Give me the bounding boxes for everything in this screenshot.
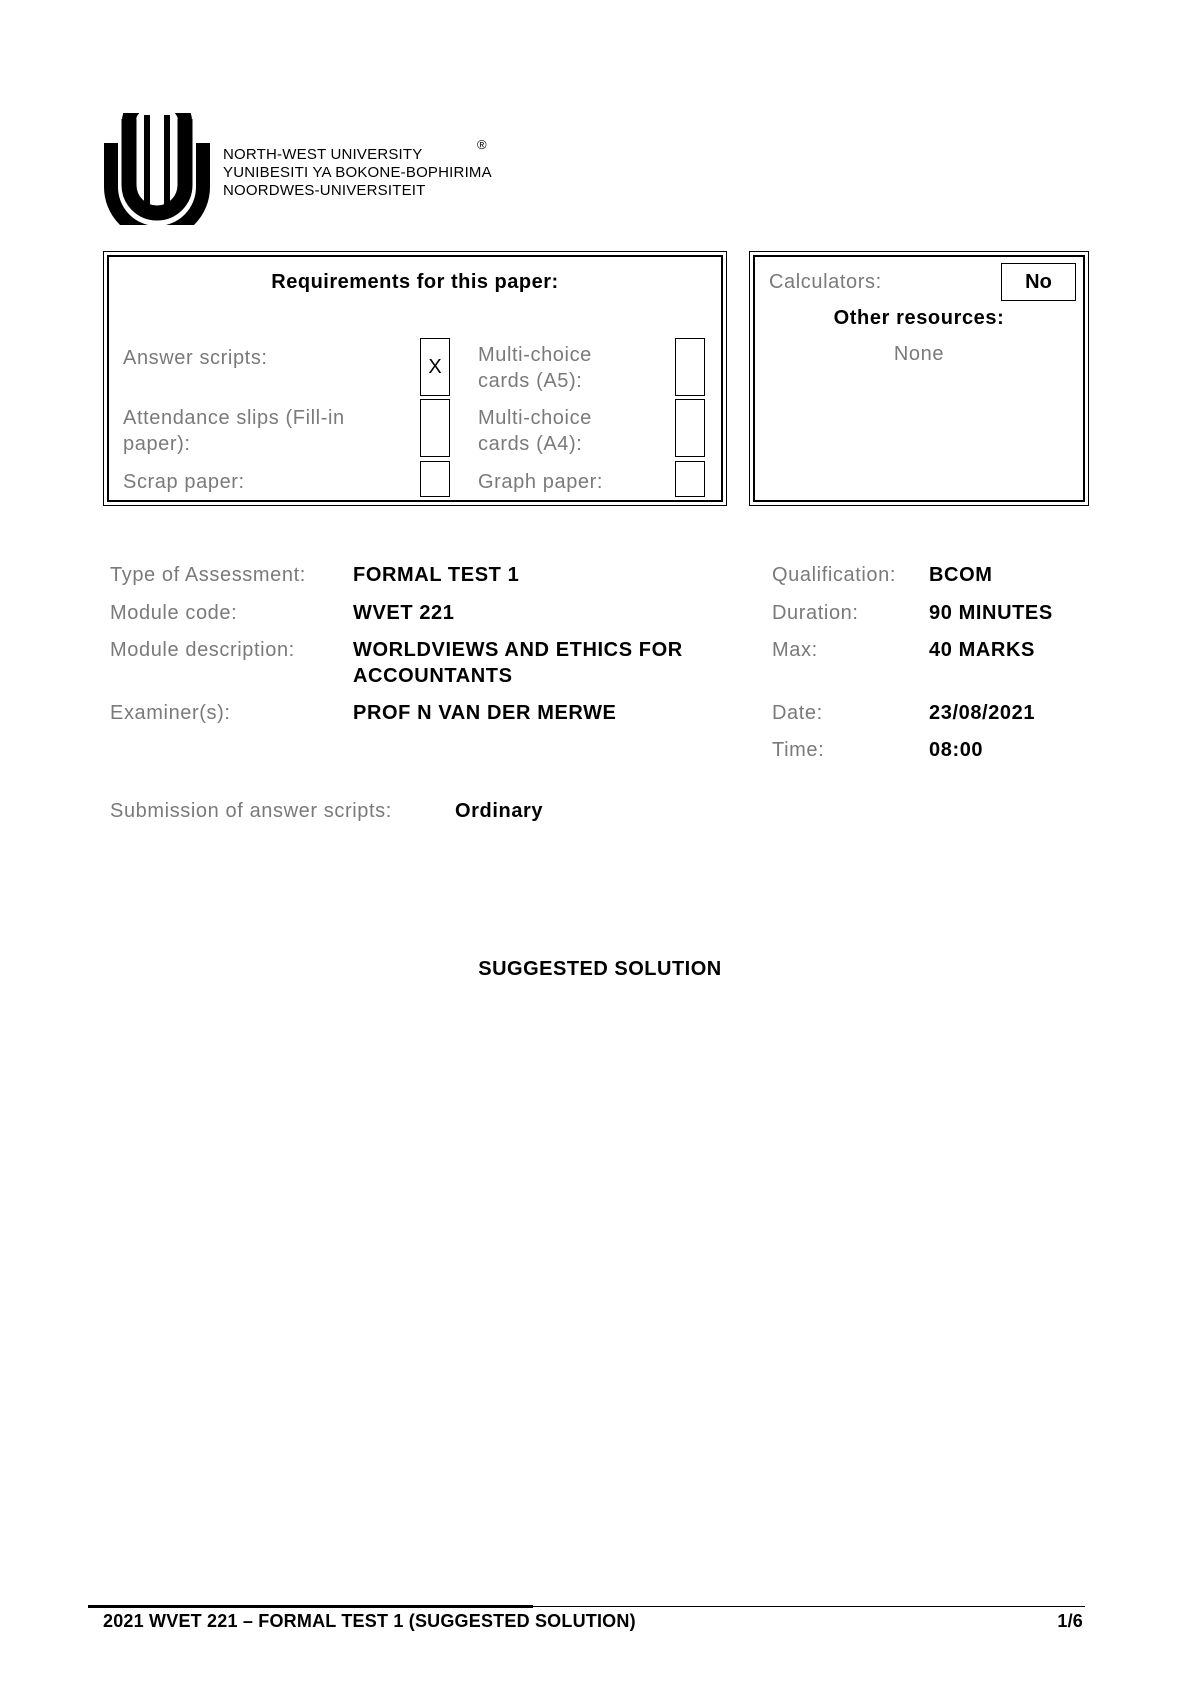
duration-value: 90 MINUTES xyxy=(929,602,1053,624)
time-value: 08:00 xyxy=(929,739,984,761)
submission-value: Ordinary xyxy=(455,800,544,822)
max-marks-label: Max: xyxy=(772,639,818,661)
graph-paper-label: Graph paper: xyxy=(478,471,604,493)
attendance-slips-line1: Attendance slips (Fill-in xyxy=(123,407,345,429)
graph-paper-checkbox xyxy=(675,461,705,497)
module-description-line1: WORLDVIEWS AND ETHICS FOR xyxy=(353,639,683,661)
time-label: Time: xyxy=(772,739,825,761)
other-resources-value: None xyxy=(893,343,945,365)
university-name xyxy=(223,146,492,200)
assessment-type-value: FORMAL TEST 1 xyxy=(353,564,520,586)
scrap-paper-label: Scrap paper: xyxy=(123,471,245,493)
university-logo xyxy=(103,113,503,225)
module-description-line2: ACCOUNTANTS xyxy=(353,665,513,687)
date-value: 23/08/2021 xyxy=(929,702,1036,724)
resources-box xyxy=(749,251,1089,506)
module-code-value: WVET 221 xyxy=(353,602,455,624)
nwu-emblem-icon xyxy=(103,113,211,225)
mc-a4-checkbox xyxy=(675,399,705,457)
page-number: 1/6 xyxy=(1057,1611,1083,1631)
mc-a5-line2: cards (A5): xyxy=(478,370,583,392)
attendance-slips-label xyxy=(123,405,345,457)
scrap-paper-checkbox xyxy=(420,461,450,497)
calculators-value: No xyxy=(1001,263,1076,301)
module-description-value xyxy=(353,637,683,689)
mc-a5-checkbox xyxy=(675,338,705,396)
assessment-type-label: Type of Assessment: xyxy=(110,564,306,586)
attendance-slips-line2: paper): xyxy=(123,433,191,455)
requirements-box xyxy=(103,251,727,506)
answer-scripts-checkbox: X xyxy=(420,338,450,396)
duration-label: Duration: xyxy=(772,602,859,624)
mc-a5-line1: Multi-choice xyxy=(478,344,592,366)
other-resources-label: Other resources: xyxy=(833,307,1005,329)
university-name-english: NORTH-WEST UNIVERSITY xyxy=(223,146,423,163)
university-name-afrikaans: NOORDWES-UNIVERSITEIT xyxy=(223,182,426,199)
mc-a5-label xyxy=(478,342,592,394)
qualification-label: Qualification: xyxy=(772,564,897,586)
university-name-setswana: YUNIBESITI YA BOKONE-BOPHIRIMA xyxy=(223,164,492,181)
registered-mark: ® xyxy=(477,137,487,152)
max-marks-value: 40 MARKS xyxy=(929,639,1035,661)
mc-a4-label xyxy=(478,405,592,457)
examiner-label: Examiner(s): xyxy=(110,702,231,724)
module-description-label: Module description: xyxy=(110,639,295,661)
qualification-value: BCOM xyxy=(929,564,993,586)
date-label: Date: xyxy=(772,702,823,724)
mc-a4-line2: cards (A4): xyxy=(478,433,583,455)
requirements-title: Requirements for this paper: xyxy=(271,271,559,293)
answer-scripts-label: Answer scripts: xyxy=(123,347,268,369)
attendance-slips-checkbox xyxy=(420,399,450,457)
suggested-solution-heading: SUGGESTED SOLUTION xyxy=(478,958,722,980)
footer-rule xyxy=(88,1606,1085,1607)
module-code-label: Module code: xyxy=(110,602,238,624)
examiner-value: PROF N VAN DER MERWE xyxy=(353,702,617,724)
footer-title: 2021 WVET 221 – FORMAL TEST 1 (SUGGESTED SOLUTION) xyxy=(103,1611,636,1631)
calculators-label: Calculators: xyxy=(769,271,882,293)
submission-label: Submission of answer scripts: xyxy=(110,800,392,822)
mc-a4-line1: Multi-choice xyxy=(478,407,592,429)
